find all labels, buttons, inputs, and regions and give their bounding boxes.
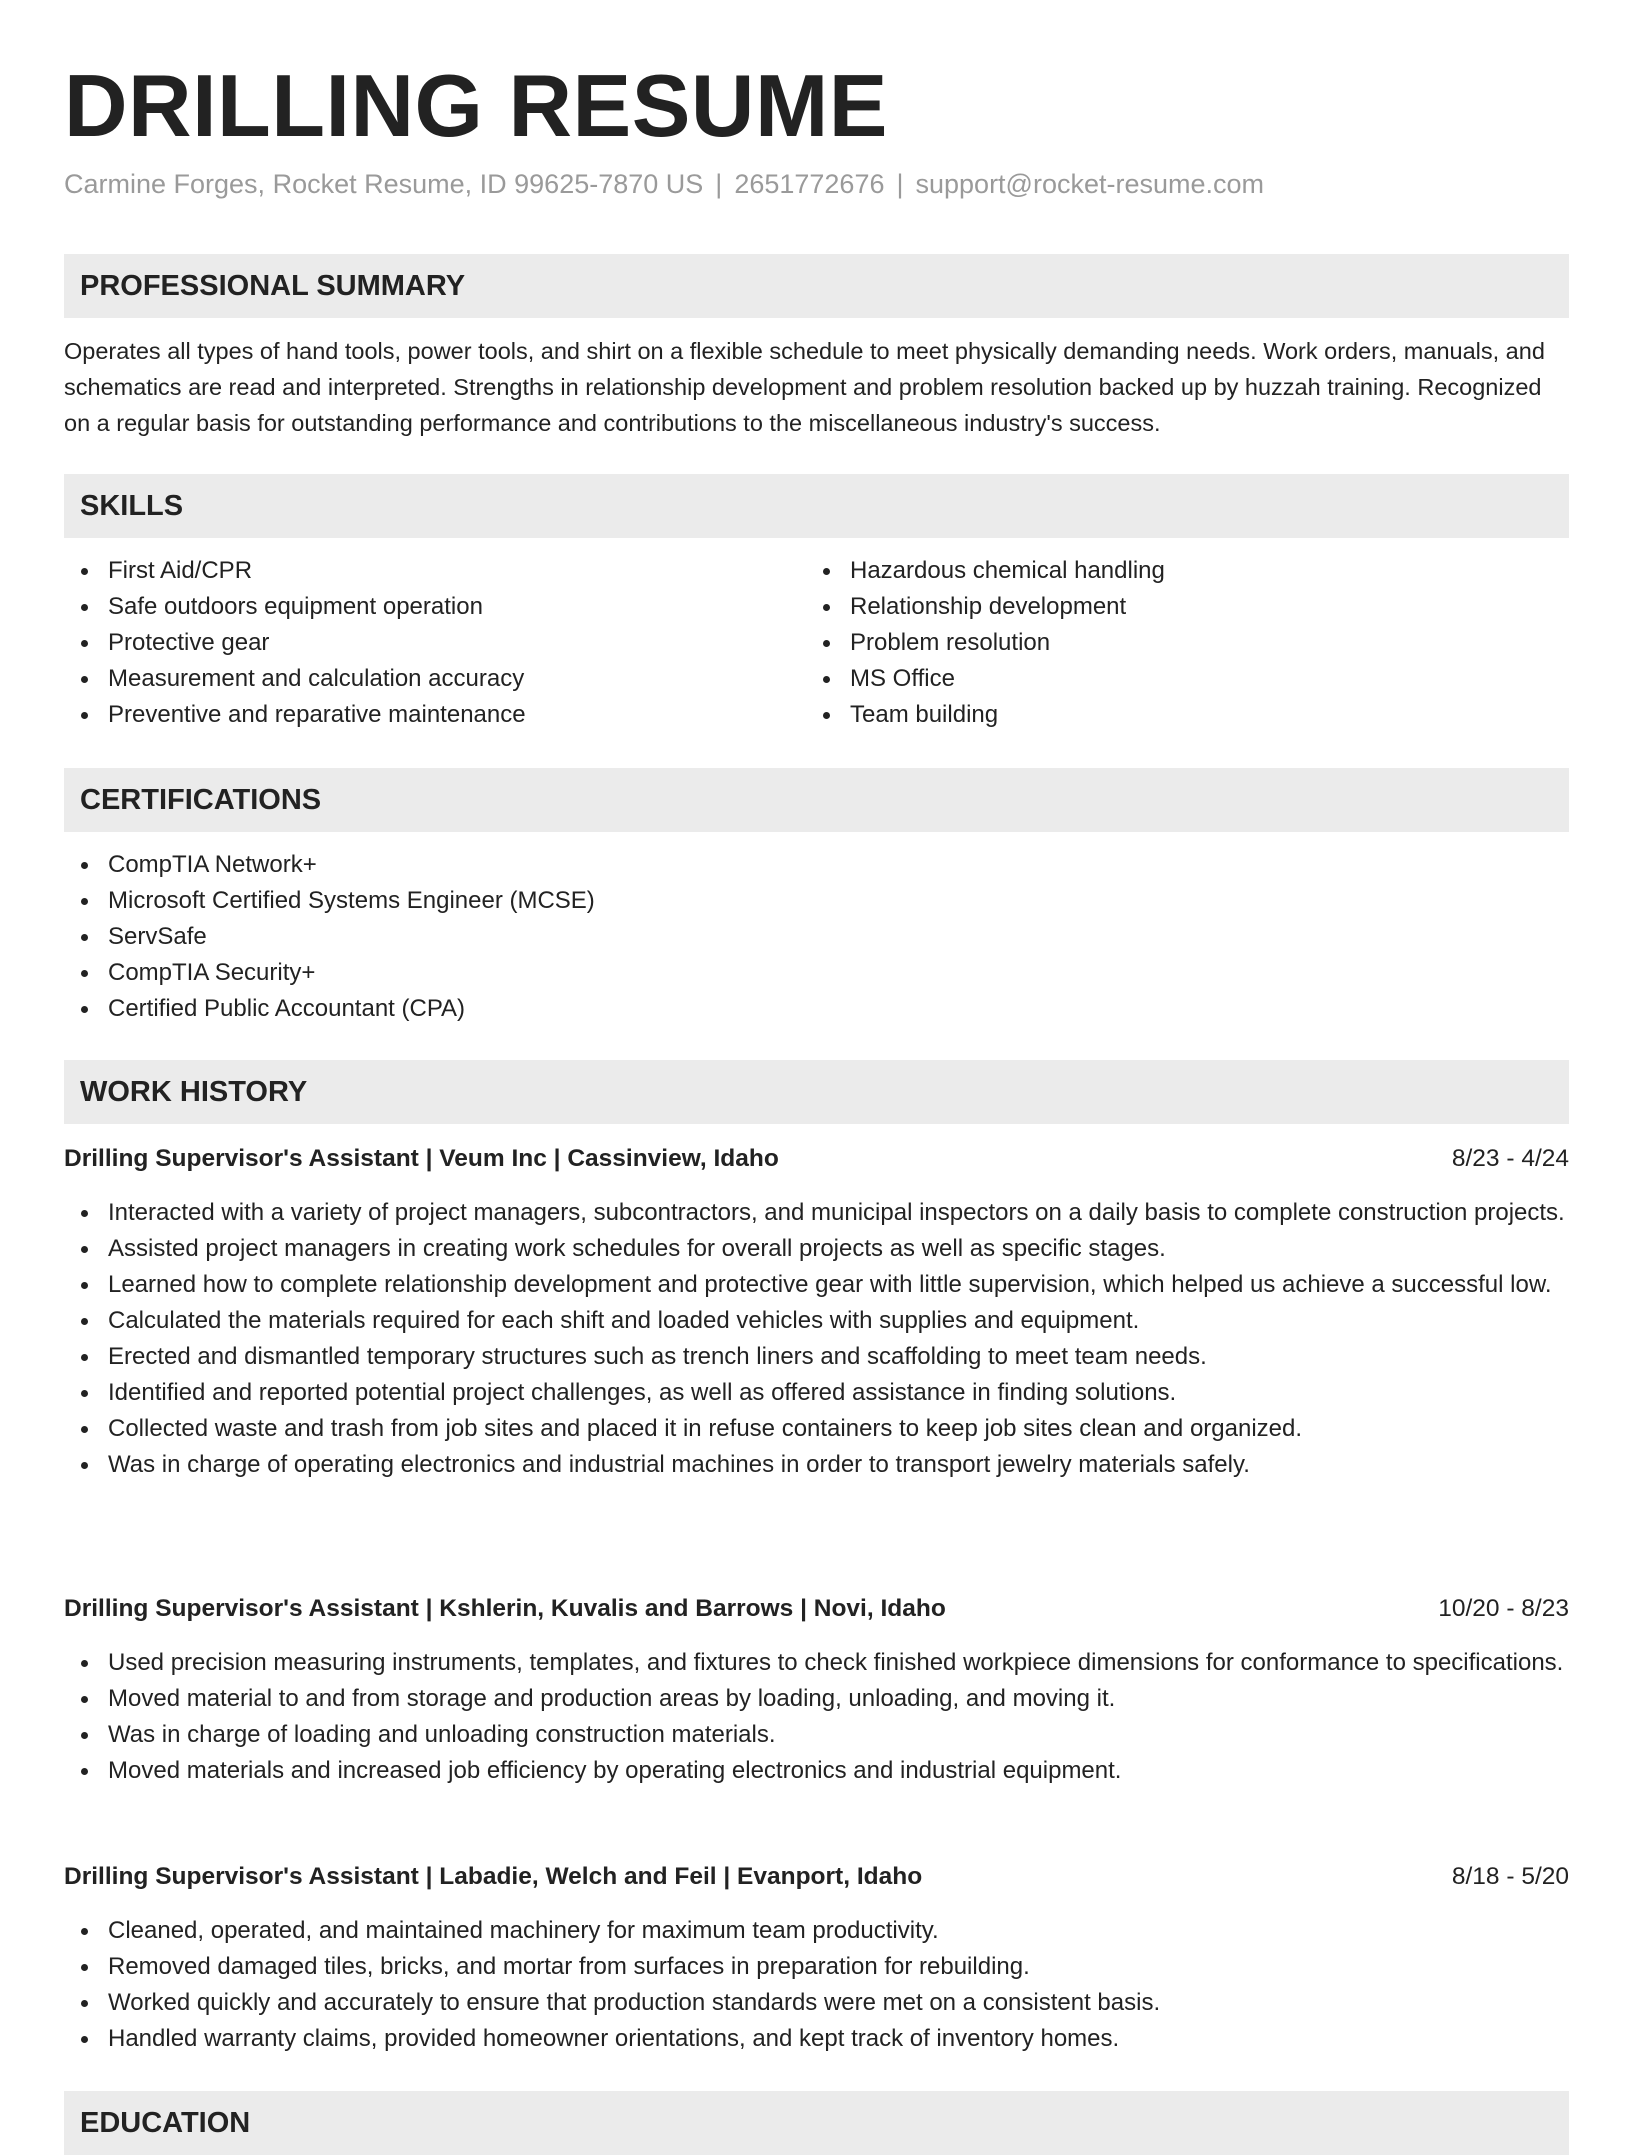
contact-address: Carmine Forges, Rocket Resume, ID 99625-7870 US [64,169,704,199]
contact-email: support@rocket-resume.com [915,169,1265,199]
list-item: Cleaned, operated, and maintained machinery for maximum team productivity. [108,1913,1569,1949]
certifications-list [64,847,1569,1027]
list-item: Collected waste and trash from job sites and placed it in refuse containers to keep job sites clean and organized. [108,1411,1569,1447]
resume-title: DRILLING RESUME [64,56,888,155]
job-dates: 8/23 - 4/24 [1451,1145,1569,1172]
list-item: Handled warranty claims, provided homeowner orientations, and kept track of inventory homes. [108,2021,1569,2057]
job-bullets [64,1913,1569,2057]
contact-separator: | [896,169,904,199]
list-item: Preventive and reparative maintenance [108,697,804,733]
list-item: Hazardous chemical handling [850,553,1566,589]
contact-separator: | [715,169,723,199]
job-dates: 10/20 - 8/23 [1438,1595,1569,1622]
job-dates: 8/18 - 5/20 [1451,1863,1569,1890]
job-title: Drilling Supervisor's Assistant | Veum Inc | Cassinview, Idaho [64,1145,779,1172]
job-bullets [64,1645,1569,1789]
job-header [64,1859,1569,1895]
summary-text: Operates all types of hand tools, power tools, and shirt on a flexible schedule to meet physically demanding needs. Work orders, manuals, and schematics are read and interpreted. Strengths in relationship development and problem resolution backed up by huzzah training. Recognized on a regular basis for outstanding performance and contributions to the miscellaneous industry's success. [64,338,1545,436]
list-item: Removed damaged tiles, bricks, and mortar from surfaces in preparation for rebuilding. [108,1949,1569,1985]
list-item: Calculated the materials required for each shift and loaded vehicles with supplies and equipment. [108,1303,1569,1339]
skills-list-left [64,553,804,733]
list-item: Identified and reported potential project challenges, as well as offered assistance in finding solutions. [108,1375,1569,1411]
list-item: Moved material to and from storage and production areas by loading, unloading, and moving it. [108,1681,1569,1717]
list-item: Microsoft Certified Systems Engineer (MCSE) [108,883,1569,919]
list-item: Used precision measuring instruments, templates, and fixtures to check finished workpiece dimensions for conformance to specifications. [108,1645,1569,1681]
contact-line [64,166,1264,202]
list-item: Protective gear [108,625,804,661]
list-item: Was in charge of loading and unloading construction materials. [108,1717,1569,1753]
job-bullets [64,1195,1569,1483]
section-header-skills: SKILLS [64,474,1569,538]
list-item: ServSafe [108,919,1569,955]
list-item: Safe outdoors equipment operation [108,589,804,625]
section-header-education: EDUCATION [64,2091,1569,2155]
skills-list-right [806,553,1566,733]
list-item: MS Office [850,661,1566,697]
list-item: Relationship development [850,589,1566,625]
list-item: Erected and dismantled temporary structures such as trench liners and scaffolding to meet team needs. [108,1339,1569,1375]
job-title: Drilling Supervisor's Assistant | Labadie, Welch and Feil | Evanport, Idaho [64,1863,923,1890]
list-item: Was in charge of operating electronics and industrial machines in order to transport jewelry materials safely. [108,1447,1569,1483]
list-item: Interacted with a variety of project managers, subcontractors, and municipal inspectors on a daily basis to complete construction projects. [108,1195,1569,1231]
list-item: CompTIA Network+ [108,847,1569,883]
list-item: Certified Public Accountant (CPA) [108,991,1569,1027]
list-item: CompTIA Security+ [108,955,1569,991]
list-item: Moved materials and increased job efficiency by operating electronics and industrial equipment. [108,1753,1569,1789]
list-item: First Aid/CPR [108,553,804,589]
list-item: Assisted project managers in creating work schedules for overall projects as well as specific stages. [108,1231,1569,1267]
job-title: Drilling Supervisor's Assistant | Kshlerin, Kuvalis and Barrows | Novi, Idaho [64,1595,946,1622]
section-header-certifications: CERTIFICATIONS [64,768,1569,832]
list-item: Team building [850,697,1566,733]
job-header [64,1591,1569,1627]
job-header [64,1141,1569,1177]
list-item: Problem resolution [850,625,1566,661]
section-header-summary: PROFESSIONAL SUMMARY [64,254,1569,318]
list-item: Learned how to complete relationship development and protective gear with little supervision, which helped us achieve a successful low. [108,1267,1569,1303]
section-header-work-history: WORK HISTORY [64,1060,1569,1124]
contact-phone: 2651772676 [734,169,885,199]
list-item: Worked quickly and accurately to ensure that production standards were met on a consistent basis. [108,1985,1569,2021]
list-item: Measurement and calculation accuracy [108,661,804,697]
